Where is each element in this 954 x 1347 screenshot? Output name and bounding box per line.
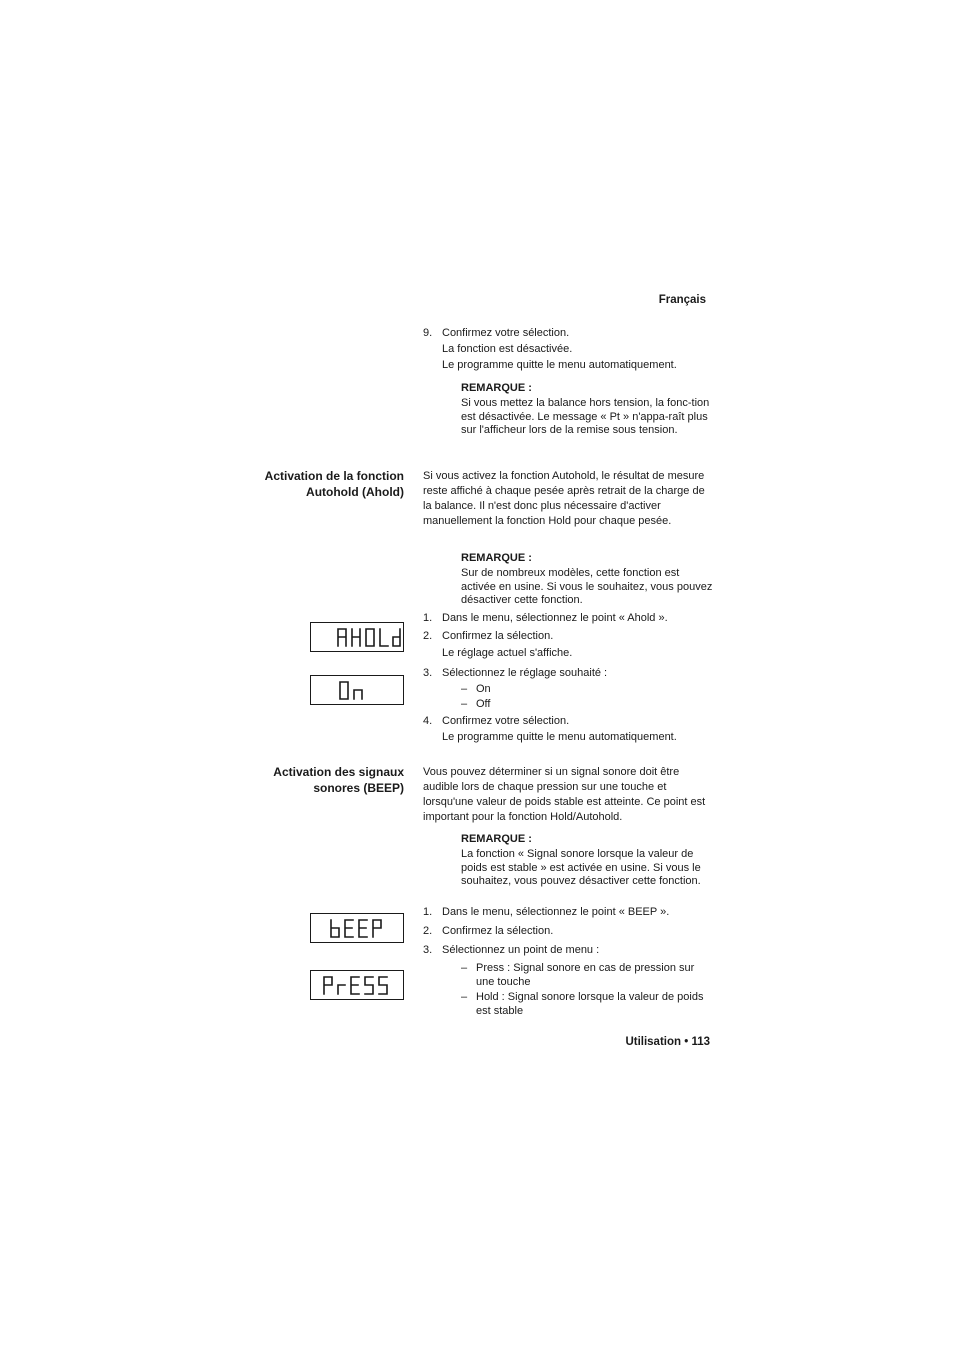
ahold-step-3: Sélectionnez le réglage souhaité : xyxy=(442,667,608,679)
ahold-step-1: Dans le menu, sélectionnez le point « Ahold ». xyxy=(442,612,668,624)
beep-option-press: Press : Signal sonore en cas de pression sur une touche xyxy=(476,962,695,988)
heading-line-2: sonores (BEEP) xyxy=(313,781,404,795)
step-number: 3. xyxy=(423,944,433,956)
note-body: Si vous mettez la balance hors tension, la fonc-tion est désactivée. Le message « Pt » n'appa-raît plus sur l'afficheur lors de la remise sous tension. xyxy=(461,397,710,436)
lcd-display-ahold xyxy=(310,622,404,652)
step-9-text: Confirmez votre sélection. xyxy=(442,327,570,339)
ahold-step-2-sub: Le réglage actuel s'affiche. xyxy=(442,647,573,659)
lcd-display-press xyxy=(310,970,404,1000)
step-number: 4. xyxy=(423,715,433,727)
heading-line-2: Autohold (Ahold) xyxy=(306,485,404,499)
section-heading-ahold xyxy=(230,468,404,500)
lcd-ahold-segments xyxy=(311,623,403,651)
note-body: Sur de nombreux modèles, cette fonction est activée en usine. Si vous le souhaitez, vous pouvez désactiver cette fonction. xyxy=(461,567,713,606)
step-number: 3. xyxy=(423,667,433,679)
heading-line-1: Activation de la fonction xyxy=(264,469,404,483)
beep-step-3: Sélectionnez un point de menu : xyxy=(442,944,600,956)
note-title: REMARQUE : xyxy=(461,833,532,845)
beep-option-hold: Hold : Signal sonore lorsque la valeur de poids est stable xyxy=(476,991,704,1017)
note-body: La fonction « Signal sonore lorsque la valeur de poids est stable » est activée en usine. Si vous le souhaitez, vous pouvez désactiver cette fonction. xyxy=(461,848,701,887)
ahold-step-2: Confirmez la sélection. xyxy=(442,630,554,642)
ahold-step-4-sub: Le programme quitte le menu automatiquement. xyxy=(442,731,677,743)
language-label: Français xyxy=(658,294,706,306)
beep-step-2: Confirmez la sélection. xyxy=(442,925,554,937)
ahold-option-off: Off xyxy=(476,698,491,710)
lcd-beep-segments xyxy=(311,914,403,942)
step-9-number: 9. xyxy=(423,327,433,339)
step-number: 2. xyxy=(423,925,433,937)
section-heading-beep xyxy=(230,764,404,796)
ahold-step-4: Confirmez votre sélection. xyxy=(442,715,570,727)
step-number: 1. xyxy=(423,612,433,624)
beep-step-1: Dans le menu, sélectionnez le point « BEEP ». xyxy=(442,906,670,918)
lcd-display-on xyxy=(310,675,404,705)
lcd-display-beep xyxy=(310,913,404,943)
dash-bullet: – xyxy=(461,683,468,695)
heading-line-1: Activation des signaux xyxy=(273,765,404,779)
lcd-press-segments xyxy=(311,971,403,999)
step-number: 1. xyxy=(423,906,433,918)
step-9-sub-2: Le programme quitte le menu automatiquement. xyxy=(442,359,677,371)
beep-intro: Vous pouvez déterminer si un signal sonore doit être audible lors de chaque pression sur une touche et lorsqu'une valeur de poids stable est atteinte. Ce point est important pour la fonction Hold/Autohold. xyxy=(423,766,706,823)
page-footer: Utilisation • 113 xyxy=(625,1036,710,1048)
lcd-on-segments xyxy=(311,676,403,704)
note-title: REMARQUE : xyxy=(461,382,532,394)
step-number: 2. xyxy=(423,630,433,642)
dash-bullet: – xyxy=(461,991,468,1003)
dash-bullet: – xyxy=(461,698,468,710)
note-title: REMARQUE : xyxy=(461,552,532,564)
step-9-sub-1: La fonction est désactivée. xyxy=(442,343,573,355)
dash-bullet: – xyxy=(461,962,468,974)
ahold-intro: Si vous activez la fonction Autohold, le résultat de mesure reste affiché à chaque pesée après retrait de la charge de la balance. Il n'est donc plus nécessaire d'activer manuellement la fonction Hold pour chaque pesée. xyxy=(423,470,705,527)
ahold-option-on: On xyxy=(476,683,491,695)
